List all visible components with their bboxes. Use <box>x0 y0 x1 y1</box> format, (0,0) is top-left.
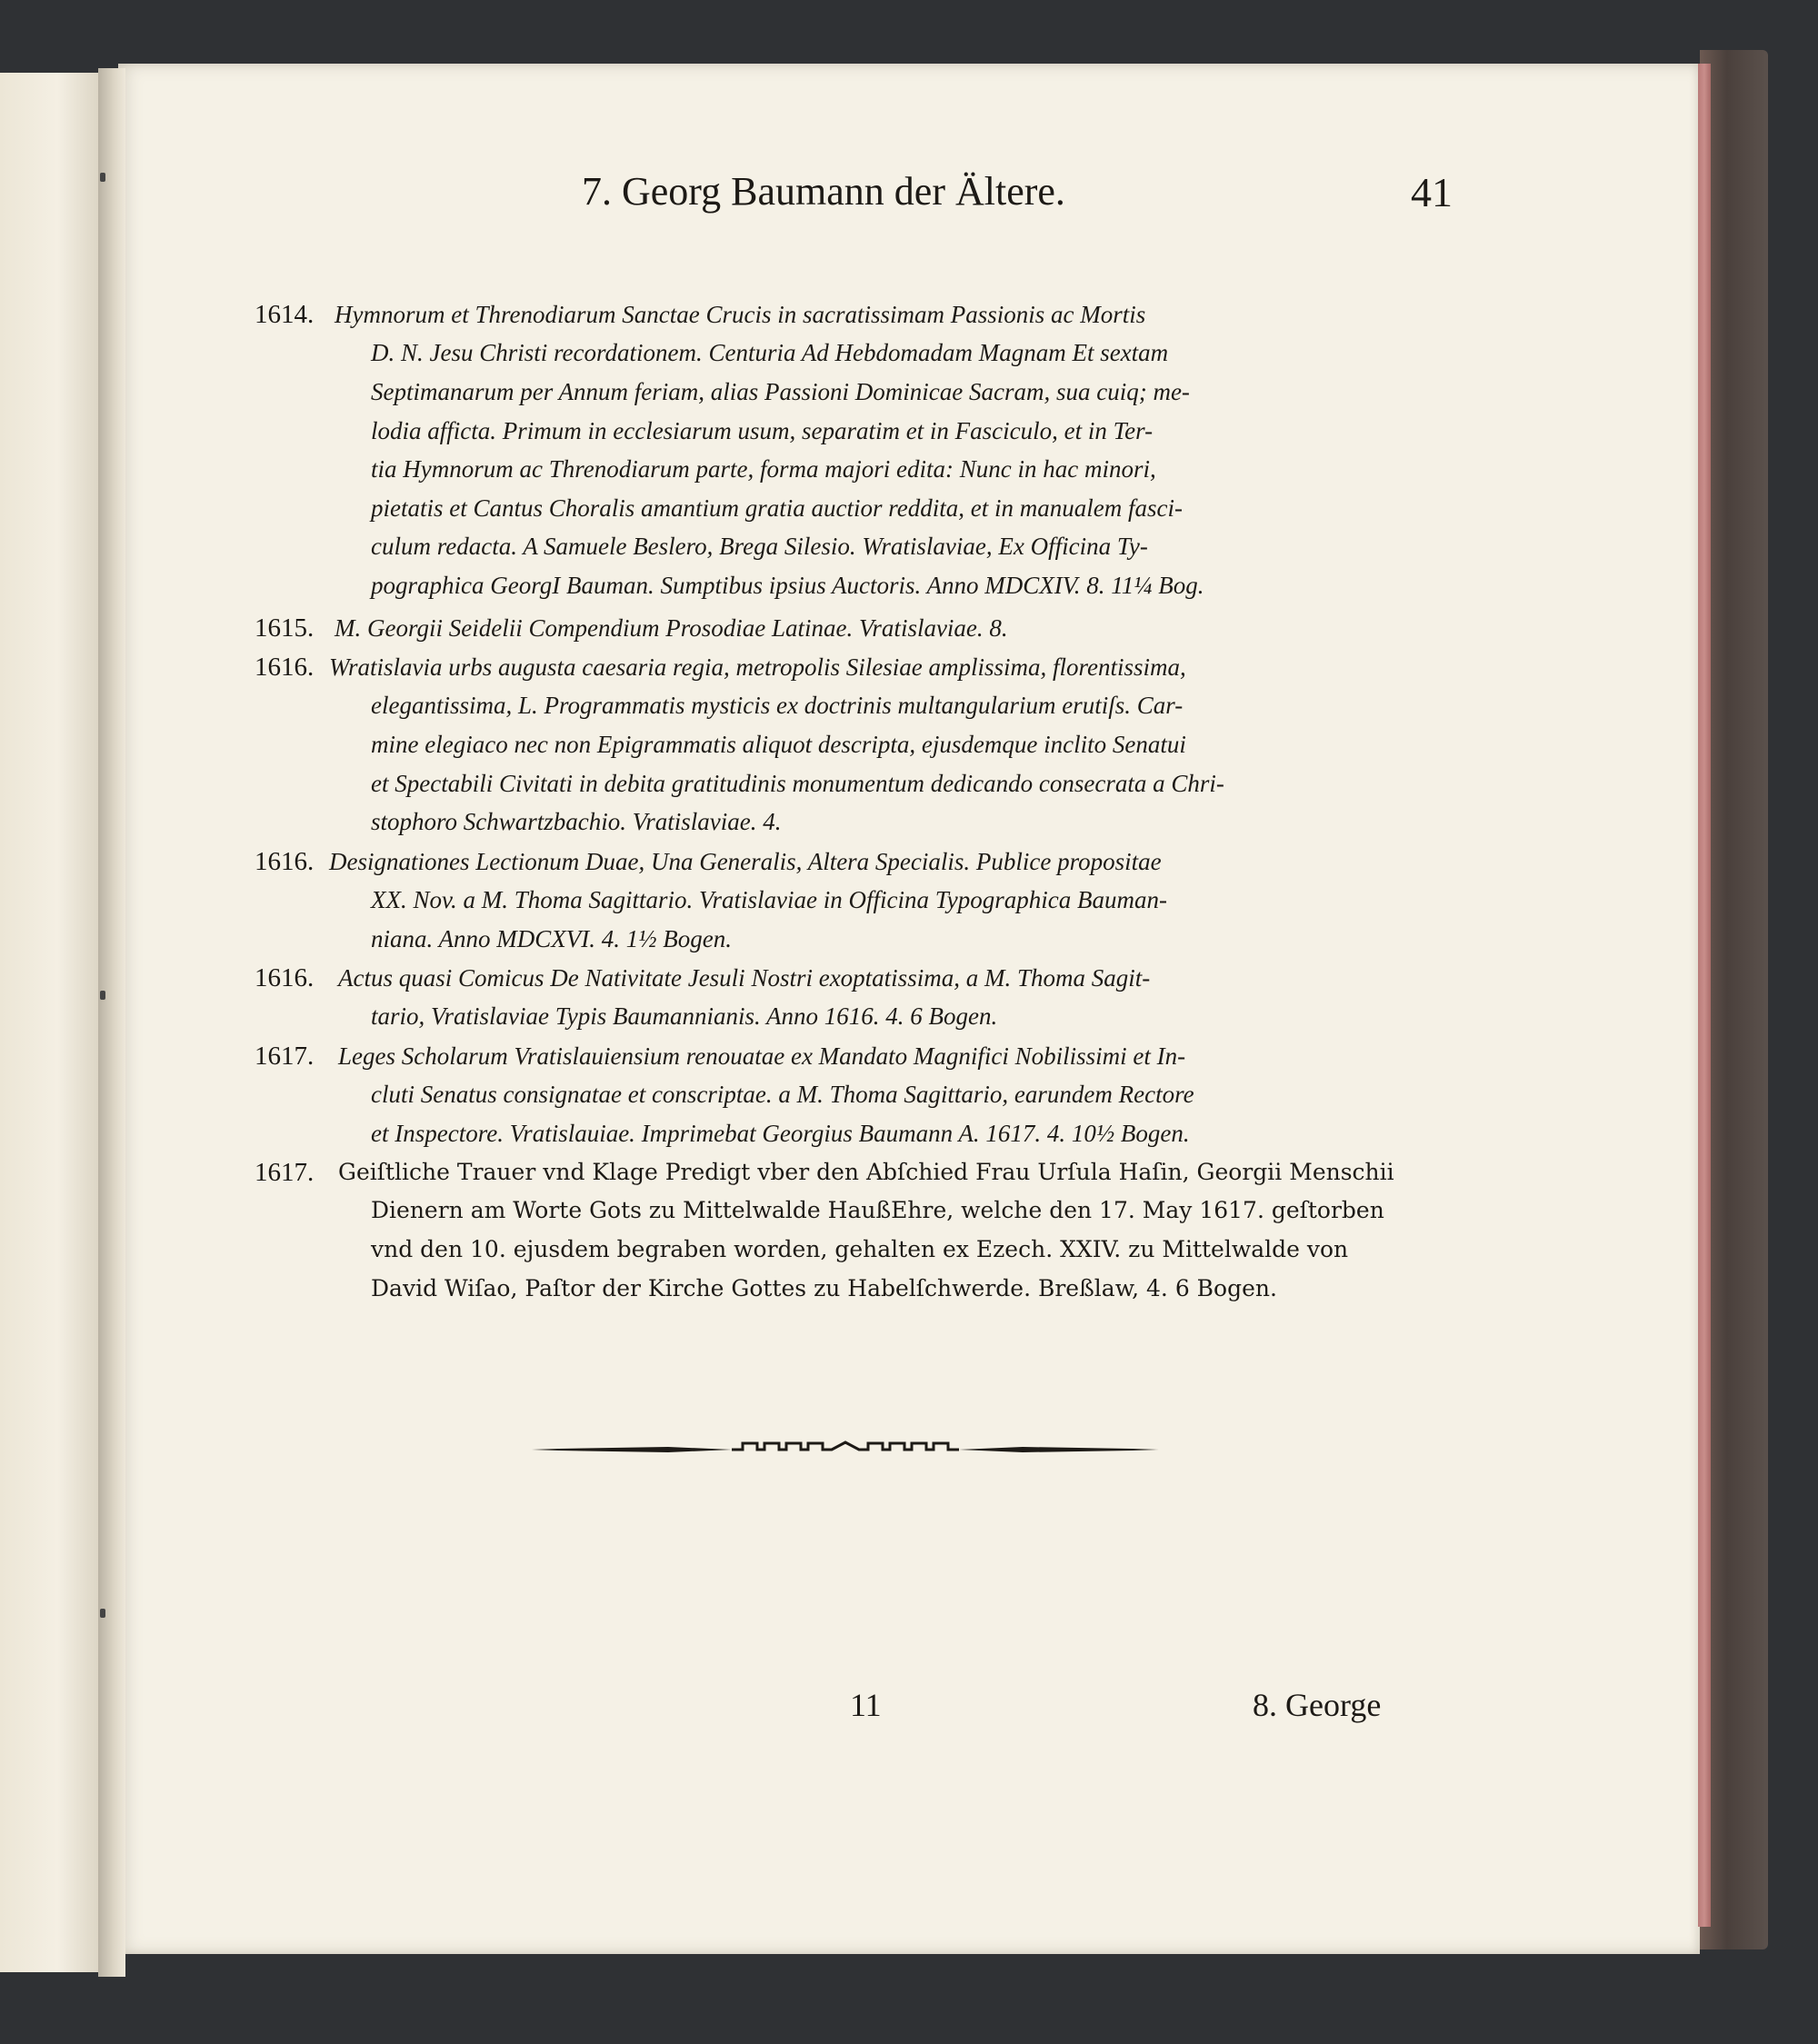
entry-year: 1616. <box>255 653 315 682</box>
entry-line: stophoro Schwartzbachio. Vratislaviae. 4. <box>371 808 782 835</box>
entry-line: tario, Vratislaviae Typis Baumannianis. Anno 1616. 4. 6 Bogen. <box>371 1002 998 1030</box>
left-page-edge <box>0 73 105 1972</box>
entry-line: Leges Scholarum Vratislauiensium renouatae ex Mandato Magnifici Nobilissimi et In- <box>338 1042 1186 1070</box>
entry-year: 1614. <box>255 300 315 329</box>
entry-line: Septimanarum per Annum feriam, alias Passioni Dominicae Sacram, sua cuiq; me- <box>371 378 1190 405</box>
entry-line: tia Hymnorum ac Threnodiarum parte, forma majori edita: Nunc in hac minori, <box>371 455 1156 483</box>
entry-year: 1617. <box>255 1042 315 1071</box>
entry-line: culum redacta. A Samuele Beslero, Brega Silesio. Wratislaviae, Ex Officina Ty- <box>371 533 1148 560</box>
entry-year: 1616. <box>255 963 315 992</box>
entry-line: Dienern am Worte Gots zu Mittelwalde HaußEhre, welche den 17. May 1617. geſtorben <box>371 1197 1384 1223</box>
entry-year: 1616. <box>255 847 315 876</box>
entry-line: vnd den 10. ejusdem begraben worden, gehalten ex Ezech. XXIV. zu Mittelwalde von <box>371 1236 1349 1262</box>
running-head <box>454 168 1453 223</box>
entry-line: Designationes Lectionum Duae, Una Generalis, Altera Specialis. Publice propositae <box>329 848 1162 875</box>
entry-line: et Inspectore. Vratislauiae. Imprimebat Georgius Baumann A. 1617. 4. 10½ Bogen. <box>371 1120 1190 1147</box>
entry-year: 1617. <box>255 1158 315 1187</box>
binding-hole <box>100 991 105 1000</box>
entry-line: Wratislavia urbs augusta caesaria regia, metropolis Silesiae amplissima, florentissima, <box>329 653 1186 681</box>
book-gutter <box>98 68 125 1977</box>
binding-hole <box>100 173 105 182</box>
entry-line: cluti Senatus consignatae et conscriptae. a M. Thoma Sagittario, earundem Rectore <box>371 1081 1194 1108</box>
page-edge-red <box>1698 64 1711 1927</box>
entry-line: mine elegiaco nec non Epigrammatis aliquot descripta, ejusdemque inclito Senatui <box>371 731 1186 758</box>
entry-line: David Wiſao, Paſtor der Kirche Gottes zu Habelſchwerde. Breßlaw, 4. 6 Bogen. <box>371 1275 1277 1301</box>
entry-line: lodia afficta. Primum in ecclesiarum usum, separatim et in Fasciculo, et in Ter- <box>371 417 1154 444</box>
entry-line: Geiſtliche Trauer vnd Klage Predigt vber den Abſchied Frau Urſula Haſin, Georgii Menschii <box>338 1159 1394 1185</box>
entry-line: D. N. Jesu Christi recordationem. Centuria Ad Hebdomadam Magnam Et sextam <box>371 339 1169 366</box>
entry-line: XX. Nov. a M. Thoma Sagittario. Vratislaviae in Officina Typographica Bauman- <box>371 886 1167 913</box>
entry-line: et Spectabili Civitati in debita gratitudinis monumentum dedicando consecrata a Chri- <box>371 770 1224 797</box>
entry-line: niana. Anno MDCXVI. 4. 1½ Bogen. <box>371 925 732 952</box>
catchword: 8. George <box>1253 1687 1382 1723</box>
entry-line: elegantissima, L. Programmatis mysticis ex doctrinis multangularium erutiſs. Car- <box>371 692 1184 719</box>
entry-year: 1615. <box>255 613 315 643</box>
page-number: 41 <box>1411 169 1453 215</box>
entry-line: M. Georgii Seidelii Compendium Prosodiae Latinae. Vratislaviae. 8. <box>335 614 1008 642</box>
binding-hole <box>100 1609 105 1618</box>
entry-line: pographica GeorgI Bauman. Sumptibus ipsius Auctoris. Anno MDCXIV. 8. 11¼ Bog. <box>371 572 1204 599</box>
entry-line: pietatis et Cantus Choralis amantium gratia auctior reddita, et in manualem fasci- <box>371 494 1183 522</box>
signature-mark: 11 <box>850 1687 882 1723</box>
entry-line: Actus quasi Comicus De Nativitate Jesuli Nostri exoptatissima, a M. Thoma Sagit- <box>338 964 1151 992</box>
ornament-divider <box>532 1436 1159 1463</box>
entry-line: Hymnorum et Threnodiarum Sanctae Crucis in sacratissimam Passionis ac Mortis <box>335 301 1146 328</box>
chapter-title: 7. Georg Baumann der Ältere. <box>582 169 1065 214</box>
